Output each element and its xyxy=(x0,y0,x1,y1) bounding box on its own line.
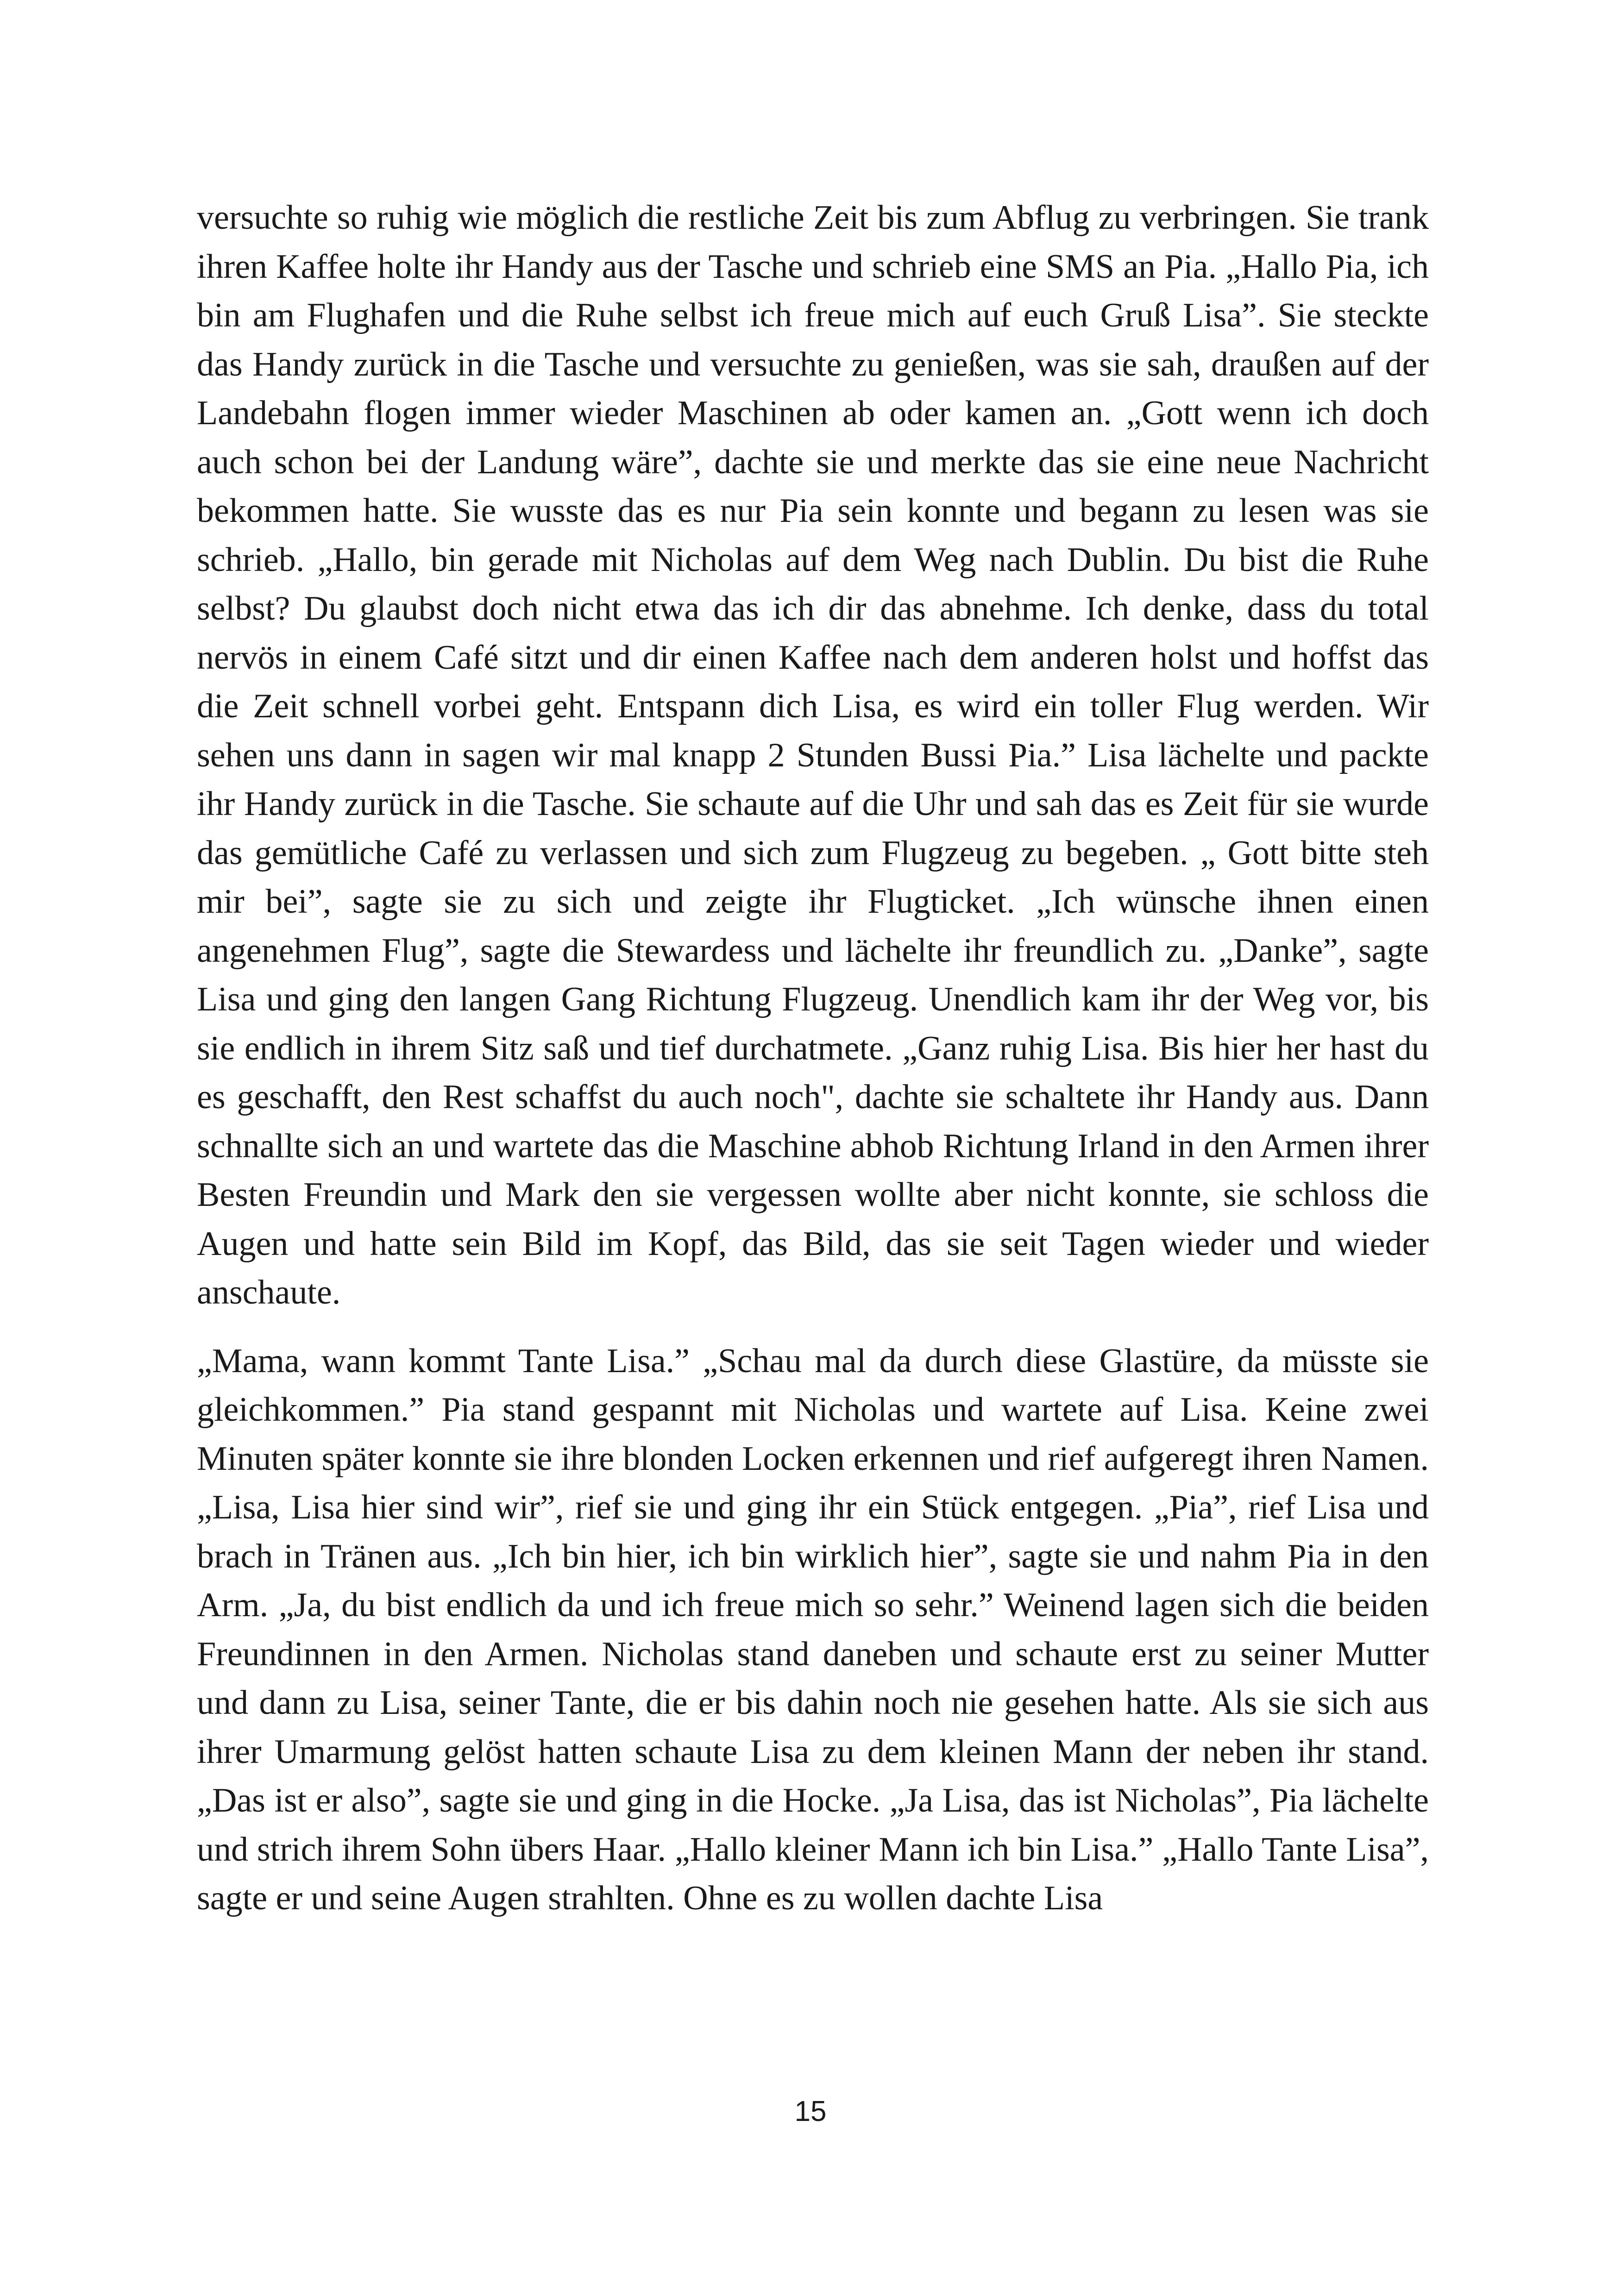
page-number: 15 xyxy=(794,2095,827,2127)
paragraph-1: versuchte so ruhig wie möglich die restliche Zeit bis zum Abflug zu verbringen. Sie trank ihren Kaffee holte ihr Handy aus der Tasche und schrieb eine SMS an Pia. „Hallo Pia, ich bin am Flughafen und die Ruhe selbst ich freue mich auf euch Gruß Lisa”. Sie steckte das Handy zurück in die Tasche und versuchte zu genießen, was sie sah, draußen auf der Landebahn flogen immer wieder Maschinen ab oder kamen an. „Gott wenn ich doch auch schon bei der Landung wäre”, dachte sie und merkte das sie eine neue Nachricht bekommen hatte. Sie wusste das es nur Pia sein konnte und begann zu lesen was sie schrieb. „Hallo, bin gerade mit Nicholas auf dem Weg nach Dublin. Du bist die Ruhe selbst? Du glaubst doch nicht etwa das ich dir das abnehme. Ich denke, dass du total nervös in einem Café sitzt und dir einen Kaffee nach dem anderen holst und hoffst das die Zeit schnell vorbei geht. Entspann dich Lisa, es wird ein toller Flug werden. Wir sehen uns dann in sagen wir mal knapp 2 Stunden Bussi Pia.” Lisa lächelte und packte ihr Handy zurück in die Tasche. Sie schaute auf die Uhr und sah das es Zeit für sie wurde das gemütliche Café zu verlassen und sich zum Flugzeug zu begeben. „ Gott bitte steh mir bei”, sagte sie zu sich und zeigte ihr Flugticket. „Ich wünsche ihnen einen angenehmen Flug”, sagte die Stewardess und lächelte ihr freundlich zu. „Danke”, sagte Lisa und ging den langen Gang Richtung Flugzeug. Unendlich kam ihr der Weg vor, bis sie endlich in ihrem Sitz saß und tief durchatmete. „Ganz ruhig Lisa. Bis hier her hast du es geschafft, den Rest schaffst du auch noch", dachte sie schaltete ihr Handy aus. Dann schnallte sich an und wartete das die Maschine abhob Richtung Irland in den Armen ihrer Besten Freundin und Mark den sie vergessen wollte aber nicht konnte, sie schloss die Augen und hatte sein Bild im Kopf, das Bild, das sie seit Tagen wieder und wieder anschaute. xyxy=(197,199,1429,1311)
body-text xyxy=(197,194,1429,1923)
paragraph-2: „Mama, wann kommt Tante Lisa.” „Schau mal da durch diese Glastüre, da müsste sie gleichkommen.” Pia stand gespannt mit Nicholas und wartete auf Lisa. Keine zwei Minuten später konnte sie ihre blonden Locken erkennen und rief aufgeregt ihren Namen. „Lisa, Lisa hier sind wir”, rief sie und ging ihr ein Stück entgegen. „Pia”, rief Lisa und brach in Tränen aus. „Ich bin hier, ich bin wirklich hier”, sagte sie und nahm Pia in den Arm. „Ja, du bist endlich da und ich freue mich so sehr.” Weinend lagen sich die beiden Freundinnen in den Armen. Nicholas stand daneben und schaute erst zu seiner Mutter und dann zu Lisa, seiner Tante, die er bis dahin noch nie gesehen hatte. Als sie sich aus ihrer Umarmung gelöst hatten schaute Lisa zu dem kleinen Mann der neben ihr stand. „Das ist er also”, sagte sie und ging in die Hocke. „Ja Lisa, das ist Nicholas”, Pia lächelte und strich ihrem Sohn übers Haar. „Hallo kleiner Mann ich bin Lisa.” „Hallo Tante Lisa”, sagte er und seine Augen strahlten. Ohne es zu wollen dachte Lisa xyxy=(197,1342,1429,1917)
